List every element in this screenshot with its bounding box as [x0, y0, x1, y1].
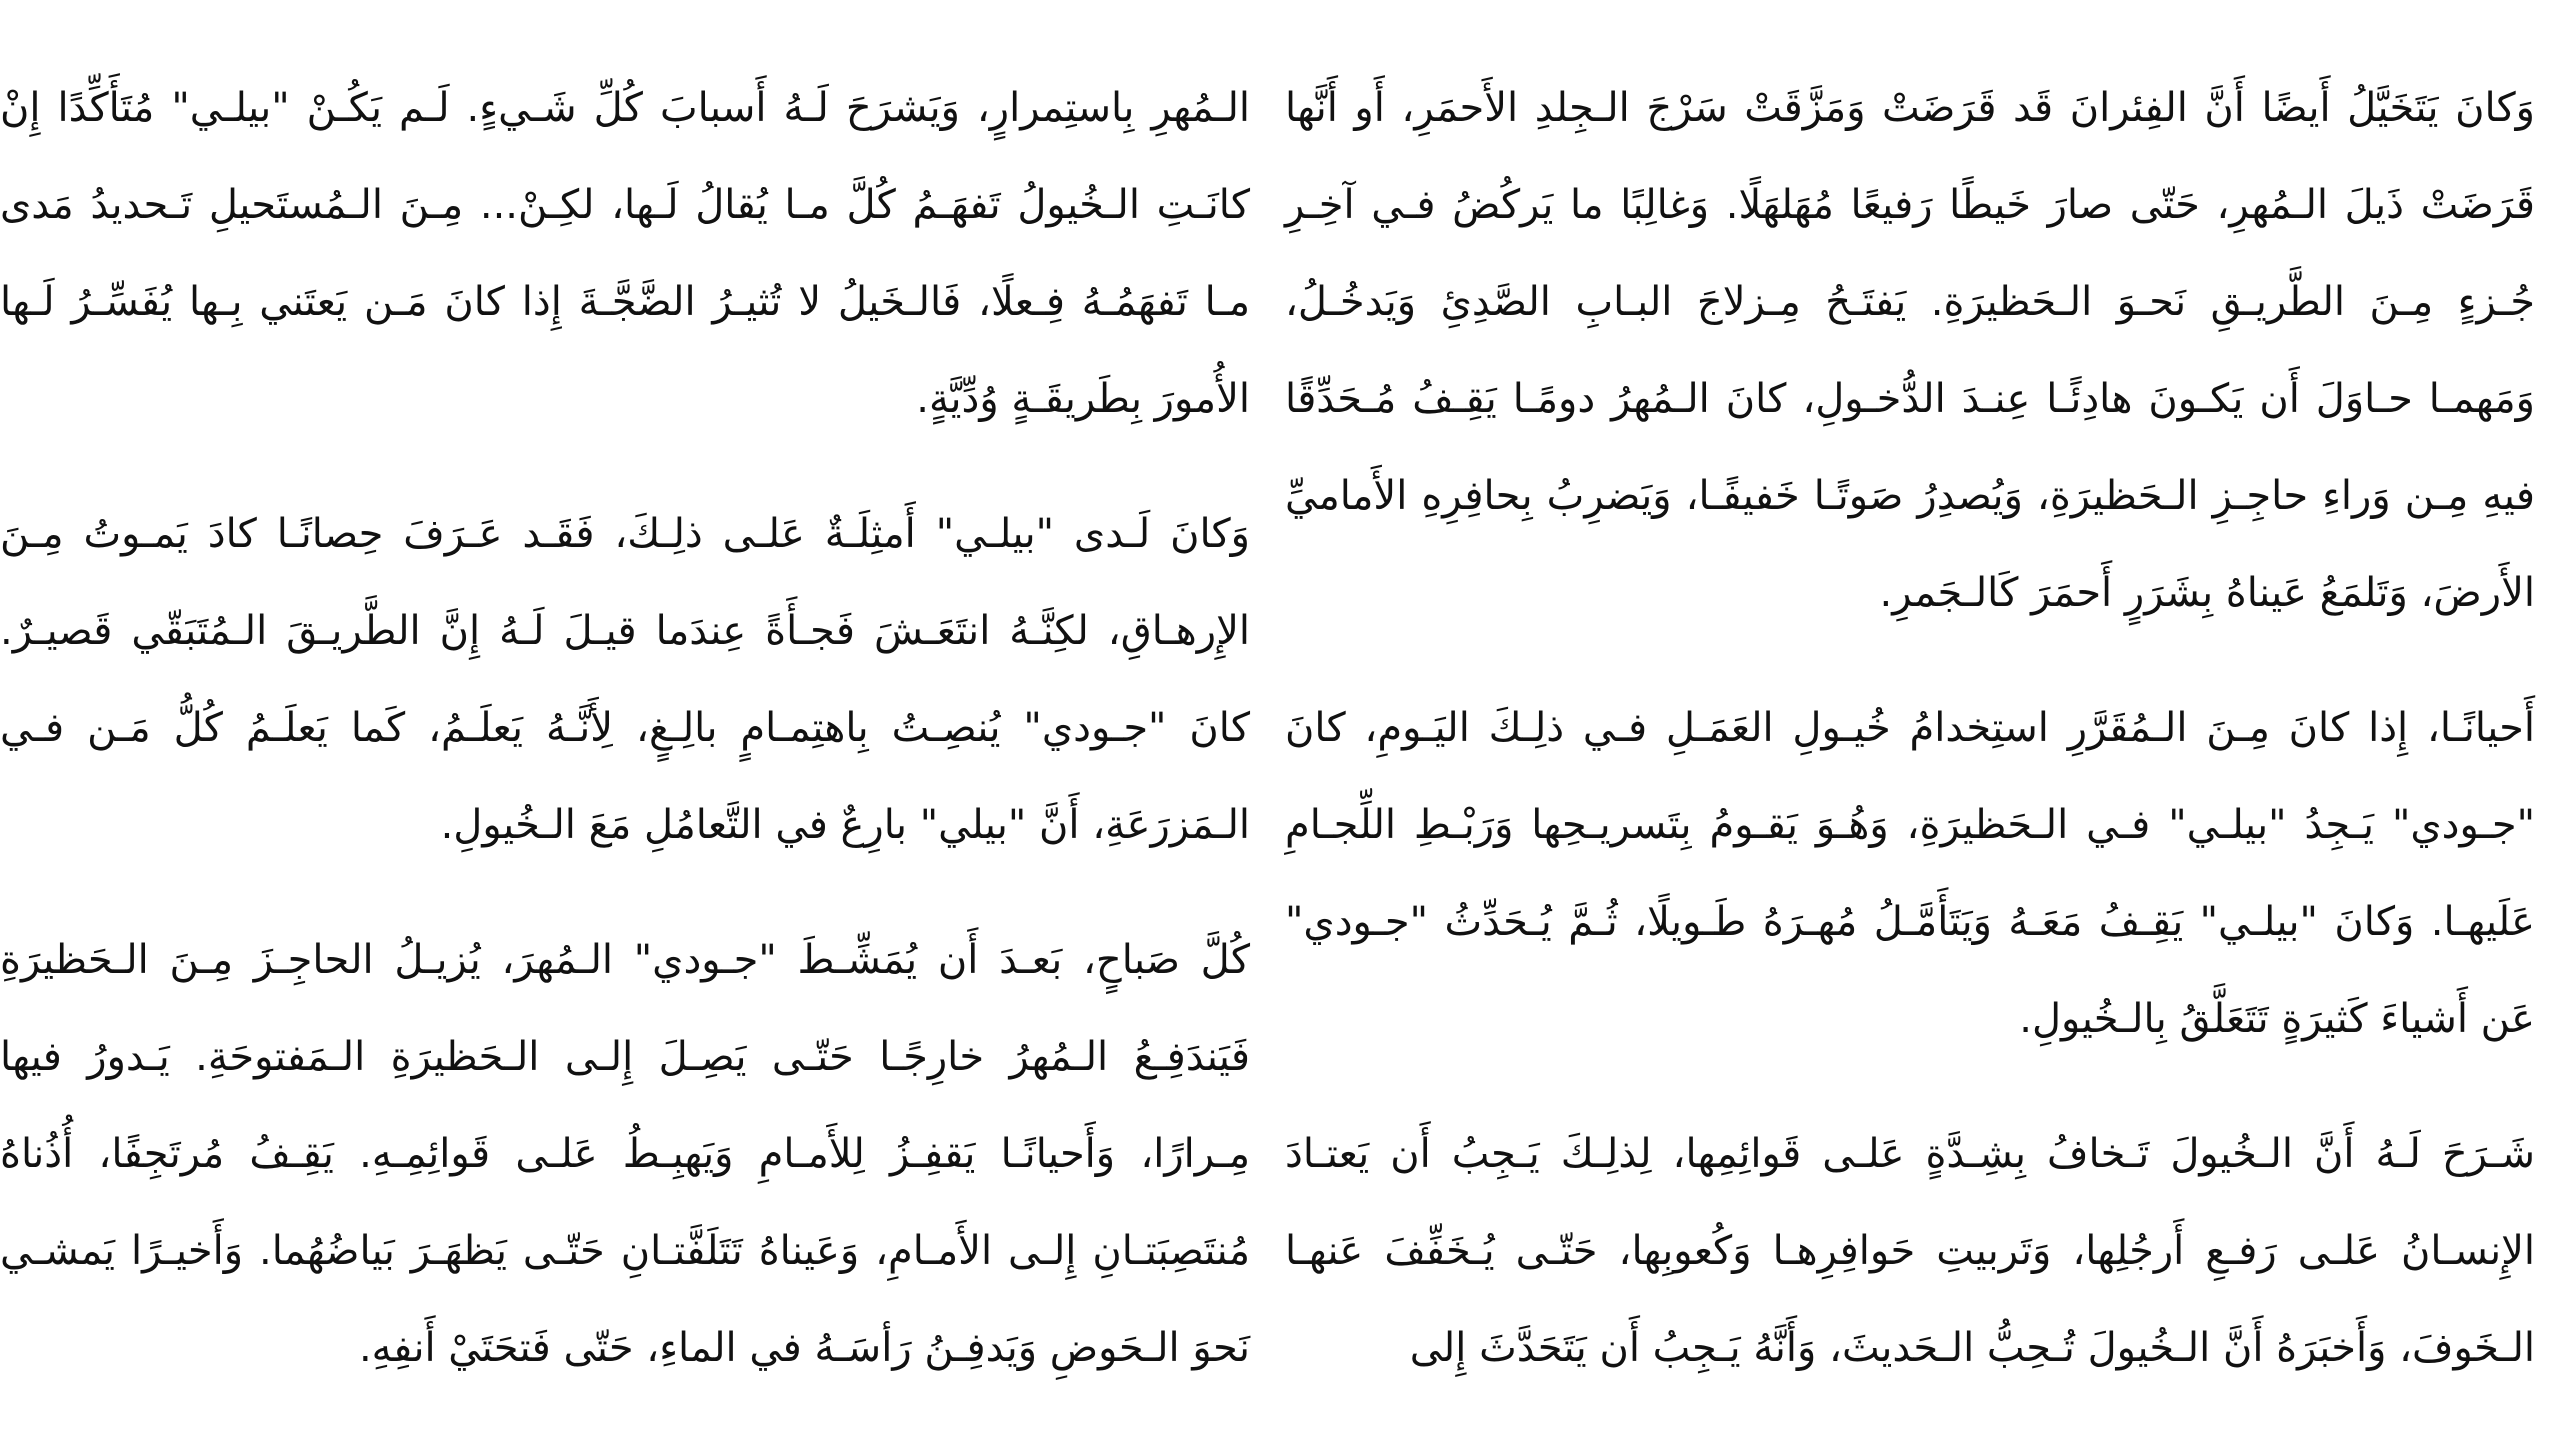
paragraph: شَـرَحَ لَـهُ أَنَّ الـخُيولَ تَـخافُ بِشِـدَّةٍ عَلـى قَوائِمِها، لِذلِـكَ يَـجِبُ أَن يَعتـادَ الإِنسـانُ عَلـى رَفـعِ أَرجُلِها، وَتَربيتِ حَوافِرِهـا وَكُعوبِها، حَتّـى يُـخَفِّفَ عَنهـا الـخَوفَ، وَأَخبَرَهُ أَنَّ الـخُيولَ تُـحِبُّ الـحَديثَ، وَأَنَّهُ يَـجِبُ أَن يَتَحَدَّثَ إِلى: [1285, 1131, 2535, 1371]
paragraph: كُلَّ صَباحٍ، بَعـدَ أَن يُمَشِّـطَ "جـودي" الـمُهرَ، يُزيـلُ الحاجِـزَ مِـنَ الـحَظيرَةِ فَيَندَفِـعُ الـمُهرُ خارِجًـا حَتّـى يَصِـلَ إِلـى الـحَظيرَةِ الـمَفتوحَةِ. يَـدورُ فيها مِـرارًا، وَأَحيانًـا يَقفِـزُ لِلأَمـامِ وَيَهبِـطُ عَلـى قَوائِمِـهِ. يَقِـفُ مُرتَجِفًا، أُذُناهُ مُنتَصِبَتـانِ إِلـى الأَمـامِ، وَعَيناهُ تَتَلَفَّتـانِ حَتّـى يَظهَـرَ بَياضُهُما. وَأَخيـرًا يَمشـي نَحوَ الـحَوضِ وَيَدفِـنُ رَأسَـهُ في الماءِ، حَتّى فَتحَتَيْ أَنفِهِ.: [0, 937, 1250, 1371]
text-column-right: [1285, 60, 2535, 1435]
paragraph: وَكانَ يَتَخَيَّلُ أَيضًا أَنَّ الفِئرانَ قَد قَرَضَتْ وَمَزَّقَتْ سَرْجَ الـجِلدِ الأَحمَرِ، أَو أَنَّها قَرَضَتْ ذَيلَ الـمُهرِ، حَتّى صارَ خَيطًا رَفيعًا مُهَلهَلًا. وَغالِبًا ما يَركُضُ فـي آخِـرِ جُـزءٍ مِـنَ الطَّريـقِ نَحـوَ الـحَظيرَةِ. يَفتَـحُ مِـزلاجَ البـابِ الصَّدِئِ وَيَدخُـلُ، وَمَهمـا حـاوَلَ أَن يَكـونَ هادِئًـا عِنـدَ الدُّخـولِ، كانَ الـمُهرُ دومًـا يَقِـفُ مُـحَدِّقًا فيهِ مِـن وَراءِ حاجِـزِ الـحَظيرَةِ، وَيُصدِرُ صَوتًـا خَفيفًـا، وَيَضرِبُ بِحافِرِهِ الأَماميِّ الأَرضَ، وَتَلمَعُ عَيناهُ بِشَرَرٍ أَحمَرَ كَالـجَمرِ.: [1285, 85, 2535, 616]
paragraph: وَكانَ لَـدى "بيلـي" أَمثِلَـةٌ عَلـى ذلِـكَ، فَقَـد عَـرَفَ حِصانًـا كادَ يَمـوتُ مِـنَ الإِرهـاقِ، لكِنَّـهُ انتَعَـشَ فَجـأَةً عِندَما قيـلَ لَـهُ إِنَّ الطَّريـقَ الـمُتَبَقّي قَصيـرٌ. كانَ "جـودي" يُنصِـتُ بِاهتِمـامٍ بالِـغٍ، لِأَنَّـهُ يَعلَـمُ، كَما يَعلَـمُ كُلُّ مَـن فـي الـمَزرَعَةِ، أَنَّ "بيلي" بارِعٌ في التَّعامُلِ مَعَ الـخُيولِ.: [0, 511, 1250, 848]
paragraph: أَحيانًـا، إِذا كانَ مِـنَ الـمُقَرَّرِ استِخدامُ خُيـولِ العَمَـلِ فـي ذلِـكَ اليَـومِ، كانَ "جـودي" يَـجِدُ "بيلـي" فـي الـحَظيرَةِ، وَهُـوَ يَقـومُ بِتَسريـحِها وَرَبْـطِ اللِّجـامِ عَلَيهـا. وَكانَ "بيلـي" يَقِـفُ مَعَـهُ وَيَتَأَمَّـلُ مُهـرَهُ طَـويلًا، ثُـمَّ يُـحَدِّثُ "جـودي" عَن أَشياءَ كَثيرَةٍ تَتَعَلَّقُ بِالـخُيولِ.: [1285, 705, 2535, 1042]
paragraph: الـمُهرِ بِاستِمرارٍ، وَيَشرَحَ لَـهُ أَسبابَ كُلِّ شَـيءٍ. لَـم يَكُـنْ "بيلـي" مُتَأَكِّدًا إِنْ كانَـتِ الـخُيولُ تَفهَـمُ كُلَّ مـا يُقالُ لَـها، لكِـنْ... مِـنَ الـمُستَحيلِ تَـحديدُ مَدى مـا تَفهَمُـهُ فِـعلًا، فَالـخَيلُ لا تُثيـرُ الضَّجَّـةَ إِذا كانَ مَـن يَعتَني بِـها يُفَسِّـرُ لَـها الأُمورَ بِطَريقَـةٍ وُدِّيَّةٍ.: [0, 85, 1250, 422]
text-column-left: [0, 60, 1250, 1435]
